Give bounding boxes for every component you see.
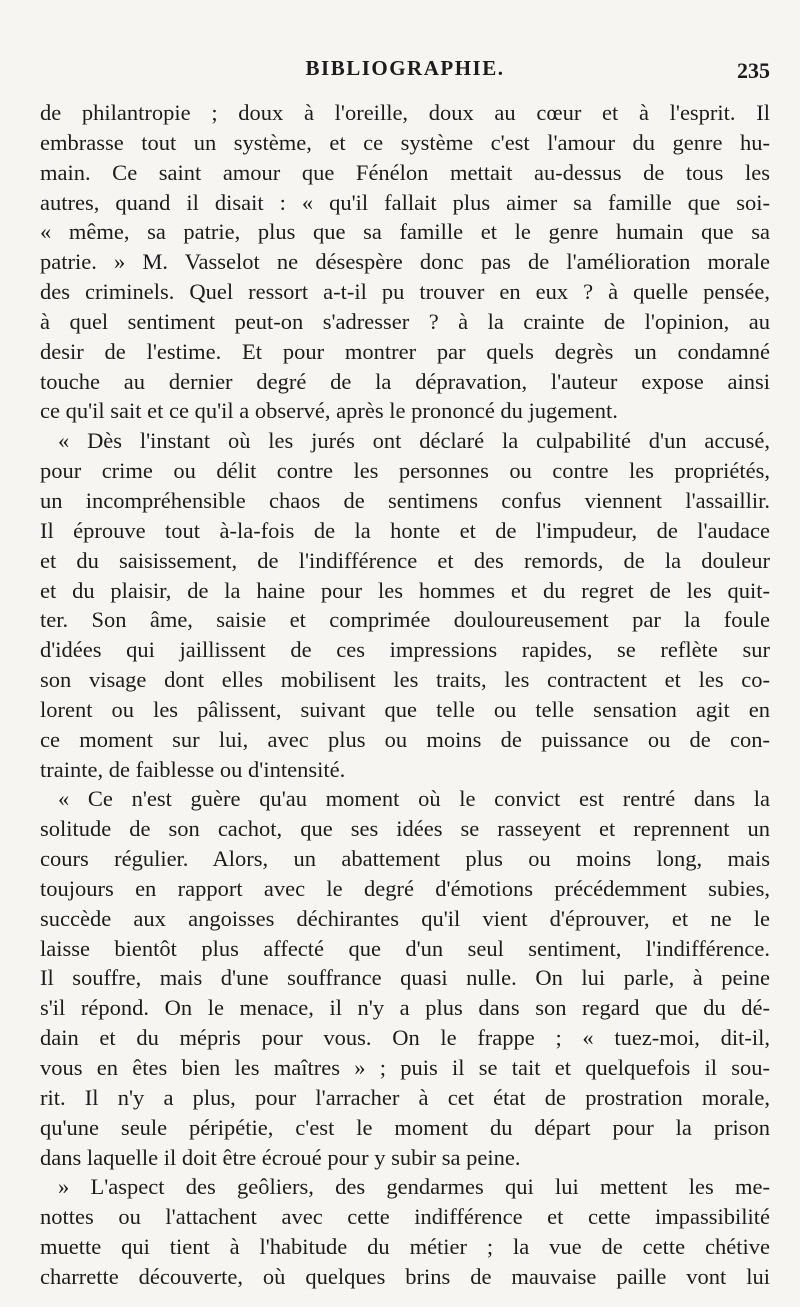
text-line: ter. Son âme, saisie et comprimée douloureusement par la foule bbox=[40, 607, 770, 633]
paragraph bbox=[40, 98, 770, 426]
text-line: touche au dernier degré de la dépravation, l'auteur expose ainsi bbox=[40, 368, 770, 394]
text-line: « Ce n'est guère qu'au moment où le convict est rentré dans la bbox=[58, 786, 770, 812]
text-line: et du saisissement, de l'indifférence et des remords, de la douleur bbox=[40, 547, 770, 573]
text-line: « même, sa patrie, plus que sa famille et le genre humain que sa bbox=[40, 219, 770, 245]
text-line: rit. Il n'y a plus, pour l'arracher à cet état de prostration morale, bbox=[40, 1084, 770, 1110]
paragraph bbox=[40, 1172, 770, 1291]
text-line: charrette découverte, où quelques brins de mauvaise paille vont lui bbox=[40, 1263, 770, 1289]
text-line: toujours en rapport avec le degré d'émotions précédemment subies, bbox=[40, 875, 770, 901]
text-line: nottes ou l'attachent avec cette indifférence et cette impassibilité bbox=[40, 1204, 770, 1230]
page-header bbox=[40, 56, 770, 88]
text-line: d'idées qui jaillissent de ces impressions rapides, se reflète sur bbox=[40, 637, 770, 663]
text-line: Il éprouve tout à-la-fois de la honte et de l'impudeur, de l'audace bbox=[40, 517, 770, 543]
text-line: patrie. » M. Vasselot ne désespère donc pas de l'amélioration morale bbox=[40, 249, 770, 275]
text-line: des criminels. Quel ressort a-t-il pu trouver en eux ? à quelle pensée, bbox=[40, 279, 770, 305]
text-line: à quel sentiment peut-on s'adresser ? à la crainte de l'opinion, au bbox=[40, 308, 770, 334]
text-line: main. Ce saint amour que Fénélon mettait au-dessus de tous les bbox=[40, 159, 770, 185]
text-line: qu'une seule péripétie, c'est le moment du départ pour la prison bbox=[40, 1114, 770, 1140]
text-line: son visage dont elles mobilisent les traits, les contractent et les co- bbox=[40, 667, 770, 693]
text-line: dans laquelle il doit être écroué pour y subir sa peine. bbox=[40, 1144, 521, 1170]
page-number: 235 bbox=[737, 58, 770, 83]
text-line: s'il répond. On le menace, il n'y a plus dans son regard que du dé- bbox=[40, 995, 770, 1021]
text-line: cours régulier. Alors, un abattement plus ou moins long, mais bbox=[40, 846, 770, 872]
text-line: trainte, de faiblesse ou d'intensité. bbox=[40, 756, 346, 782]
text-line: Il souffre, mais d'une souffrance quasi nulle. On lui parle, à peine bbox=[40, 965, 770, 991]
paragraph bbox=[40, 426, 770, 784]
text-line: « Dès l'instant où les jurés ont déclaré la culpabilité d'un accusé, bbox=[58, 428, 770, 454]
text-line: pour crime ou délit contre les personnes ou contre les propriétés, bbox=[40, 458, 770, 484]
text-line: et du plaisir, de la haine pour les hommes et du regret de les quit- bbox=[40, 577, 770, 603]
text-line: dain et du mépris pour vous. On le frappe ; « tuez-moi, dit-il, bbox=[40, 1025, 770, 1051]
text-line: autres, quand il disait : « qu'il fallait plus aimer sa famille que soi- bbox=[40, 189, 770, 215]
text-line: de philantropie ; doux à l'oreille, doux au cœur et à l'esprit. Il bbox=[40, 100, 770, 125]
body-text bbox=[40, 98, 770, 1292]
text-line: embrasse tout un système, et ce système c'est l'amour du genre hu- bbox=[40, 129, 770, 155]
text-line: laisse bientôt plus affecté que d'un seul sentiment, l'indifférence. bbox=[40, 935, 770, 961]
text-line: succède aux angoisses déchirantes qu'il vient d'éprouver, et ne le bbox=[40, 905, 770, 931]
text-line: un incompréhensible chaos de sentimens confus viennent l'assaillir. bbox=[40, 487, 770, 513]
text-line: » L'aspect des geôliers, des gendarmes qui lui mettent les me- bbox=[58, 1174, 770, 1200]
text-line: lorent ou les pâlissent, suivant que telle ou telle sensation agit en bbox=[40, 696, 770, 722]
text-line: ce moment sur lui, avec plus ou moins de puissance ou de con- bbox=[40, 726, 770, 752]
running-head: BIBLIOGRAPHIE. bbox=[305, 56, 505, 80]
text-line: vous en êtes bien les maîtres » ; puis il se tait et quelquefois il sou- bbox=[40, 1055, 770, 1080]
text-line: desir de l'estime. Et pour montrer par quels degrès un condamné bbox=[40, 338, 770, 364]
text-line: ce qu'il sait et ce qu'il a observé, après le prononcé du jugement. bbox=[40, 398, 618, 424]
text-line: solitude de son cachot, que ses idées se rasseyent et reprennent un bbox=[40, 816, 770, 842]
paragraph bbox=[40, 784, 770, 1172]
text-line: muette qui tient à l'habitude du métier ; la vue de cette chétive bbox=[40, 1234, 770, 1260]
